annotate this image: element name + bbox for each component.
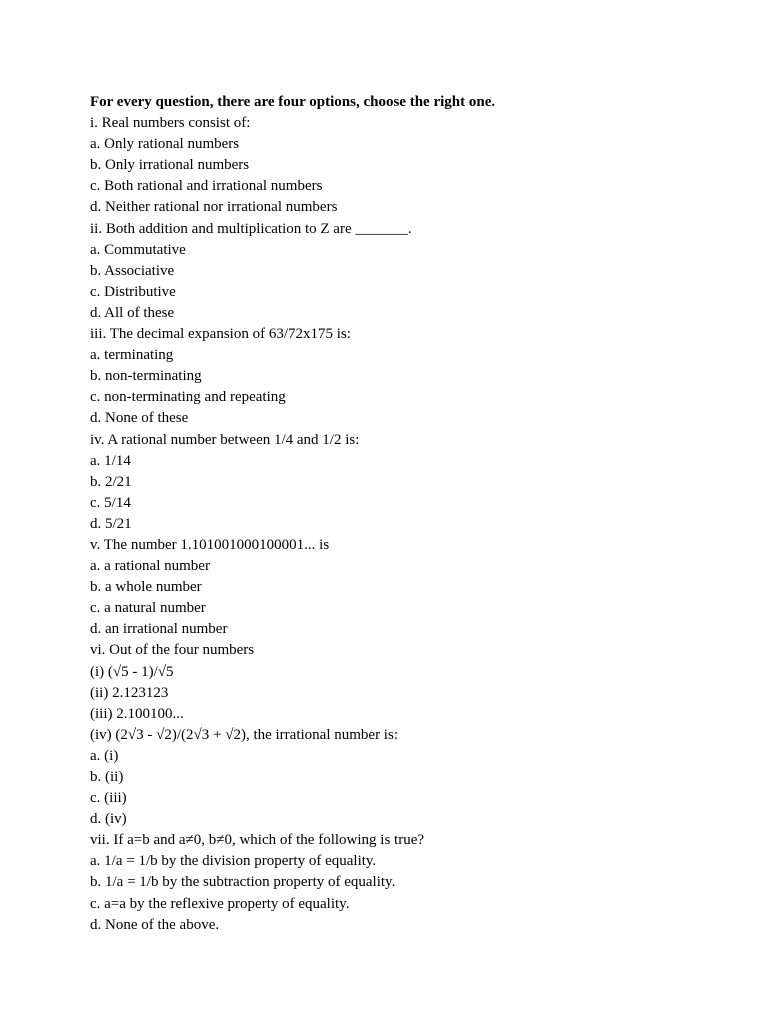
option-6a: a. (i) [90, 747, 119, 764]
option-4b: b. 2/21 [90, 473, 132, 490]
question-1: i. Real numbers consist of: [90, 115, 251, 132]
option-6b: b. (ii) [90, 769, 124, 785]
number-6-i: (i) (√5 - 1)/√5 [90, 663, 174, 680]
option-2d: d. All of these [90, 304, 175, 321]
option-5b: b. a whole number [90, 579, 202, 596]
option-3c: c. non-terminating and repeating [90, 389, 286, 406]
option-2a: a. Commutative [90, 241, 186, 258]
option-7a: a. 1/a = 1/b by the division property of equality. [90, 853, 377, 870]
option-1c: c. Both rational and irrational numbers [90, 178, 323, 195]
option-2c: c. Distributive [90, 283, 176, 300]
document-page [90, 92, 730, 936]
option-4d: d. 5/21 [90, 515, 132, 532]
option-6d: d. (iv) [90, 811, 127, 828]
question-7: vii. If a=b and a≠0, b≠0, which of the following is true? [90, 832, 425, 849]
option-7c: c. a=a by the reflexive property of equality. [90, 895, 350, 912]
number-6-iv: (iv) (2√3 - √2)/(2√3 + √2), the irrational number is: [90, 726, 398, 743]
option-4a: a. 1/14 [90, 452, 131, 469]
instruction-heading: For every question, there are four options, choose the right one. [90, 94, 496, 110]
option-3d: d. None of these [90, 410, 189, 427]
option-3b: b. non-terminating [90, 368, 202, 385]
option-6c: c. (iii) [90, 790, 127, 807]
question-4: iv. A rational number between 1/4 and 1/2 is: [90, 431, 360, 448]
option-2b: b. Associative [90, 262, 175, 279]
option-7d: d. None of the above. [90, 916, 220, 933]
question-2: ii. Both addition and multiplication to Z are _______. [90, 220, 412, 237]
option-4c: c. 5/14 [90, 494, 131, 511]
option-1d: d. Neither rational nor irrational numbers [90, 199, 338, 216]
question-3: iii. The decimal expansion of 63/72x175 is: [90, 326, 351, 343]
option-5a: a. a rational number [90, 558, 210, 575]
number-6-iii: (iii) 2.100100... [90, 705, 184, 722]
question-5: v. The number 1.101001000100001... is [90, 536, 330, 553]
option-5c: c. a natural number [90, 600, 206, 617]
option-1a: a. Only rational numbers [90, 136, 240, 153]
option-7b: b. 1/a = 1/b by the subtraction property of equality. [90, 874, 396, 891]
option-5d: d. an irrational number [90, 621, 228, 638]
option-3a: a. terminating [90, 347, 174, 364]
number-6-ii: (ii) 2.123123 [90, 684, 169, 701]
question-6: vi. Out of the four numbers [90, 642, 255, 659]
option-1b: b. Only irrational numbers [90, 157, 250, 174]
